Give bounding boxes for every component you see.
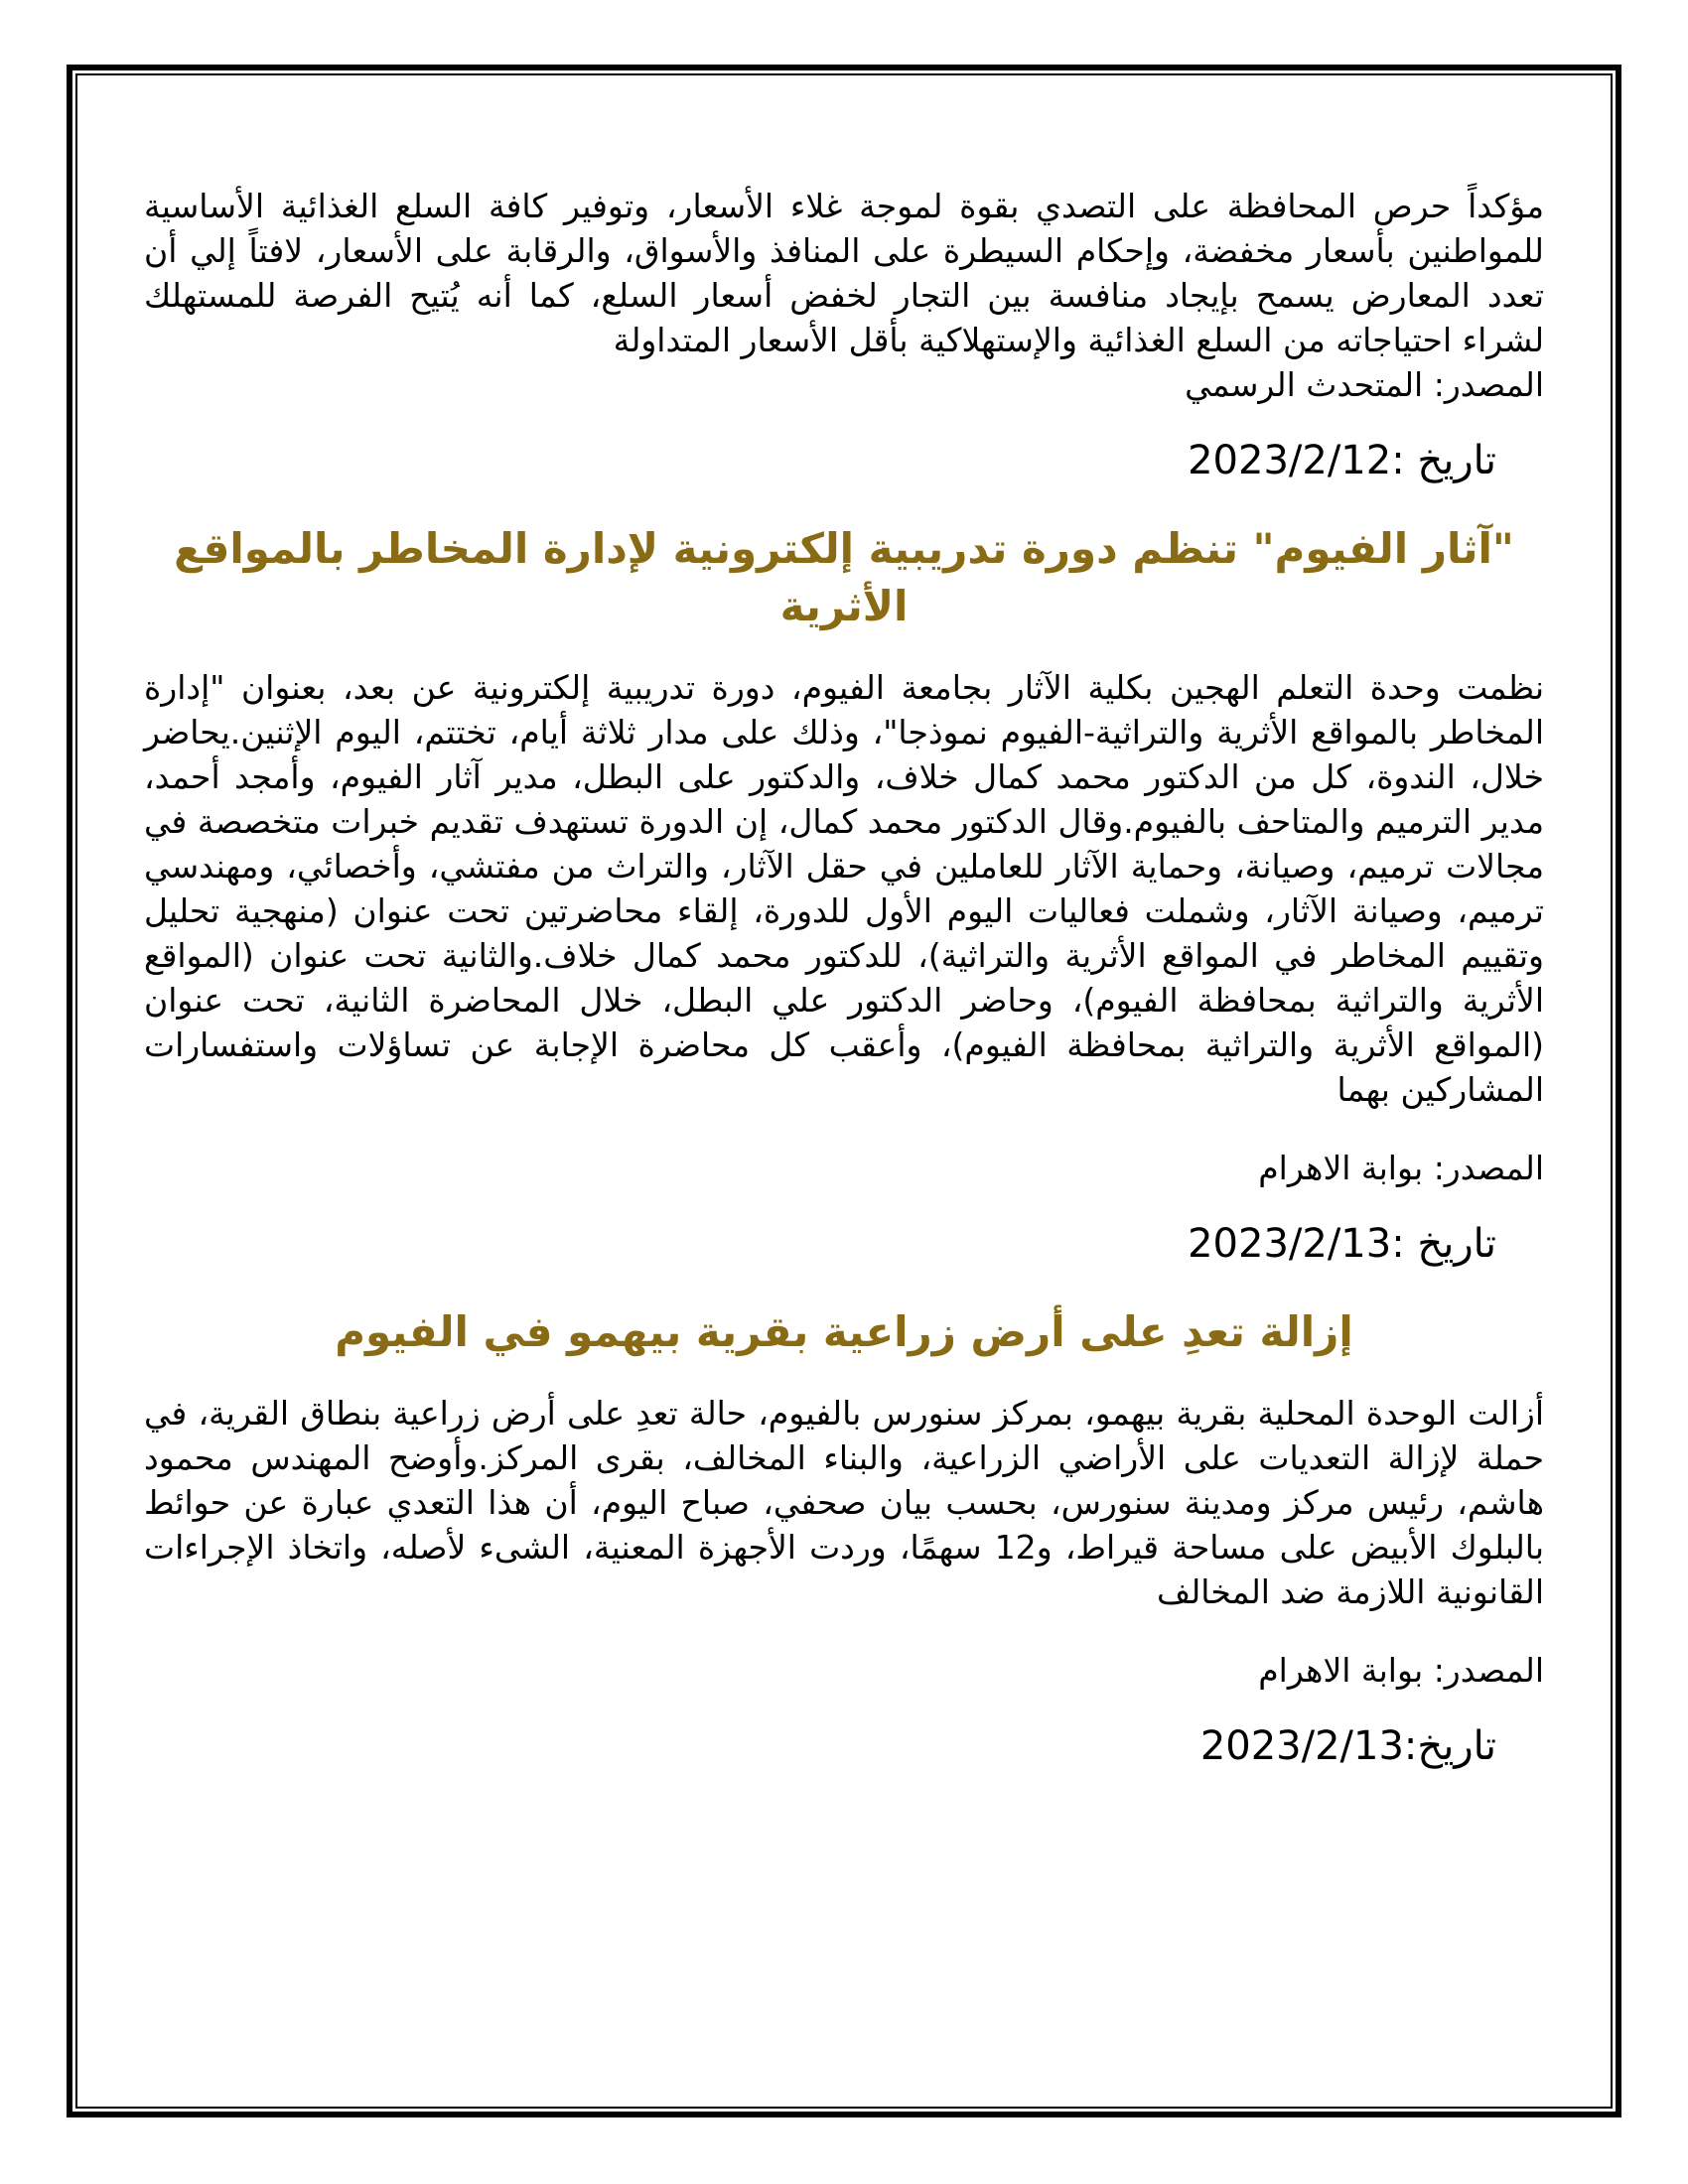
article-1-date: تاريخ :2023/2/12 <box>1188 438 1496 483</box>
article-2-body: نظمت وحدة التعلم الهجين بكلية الآثار بجامعة الفيوم، دورة تدريبية إلكترونية عن بعد، بعنوان "إدارة المخاطر بالمواقع الأثرية والتراثية-الفيوم نموذجا"، وذلك على مدار ثلاثة أيام، تختتم، اليوم الإثنين.يحاضر خلال، الندوة، كل من الدكتور محمد كمال خلاف، والدكتور على البطل، مدير آثار الفيوم، وأمجد أحمد، مدير الترميم والمتاحف بالفيوم.وقال الدكتور محمد كمال، إن الدورة تستهدف تقديم خبرات متخصصة في مجالات ترميم، وصيانة، وحماية الآثار للعاملين في حقل الآثار، والتراث من مفتشي، وأخصائي، ومهندسي ترميم، وصيانة الآثار، وشملت فعاليات اليوم الأول للدورة، إلقاء محاضرتين تحت عنوان (منهجية تحليل وتقييم المخاطر في المواقع الأثرية والتراثية)، للدكتور محمد كمال خلاف.والثانية تحت عنوان (المواقع الأثرية والتراثية بمحافظة الفيوم)، وحاضر الدكتور علي البطل، خلال المحاضرة الثانية، تحت عنوان (المواقع الأثرية والتراثية بمحافظة الفيوم)، وأعقب كل محاضرة الإجابة عن تساؤلات واستفسارات المشاركين بهما <box>144 668 1544 1109</box>
article-2-source: المصدر: بوابة الاهرام <box>1258 1149 1544 1187</box>
article-3-title: إزالة تعدِ على أرض زراعية بقرية بيهمو في الفيوم <box>335 1307 1353 1356</box>
document-content <box>144 184 1544 1796</box>
article-1-body: مؤكداً حرص المحافظة على التصدي بقوة لموجة غلاء الأسعار، وتوفير كافة السلع الغذائية الأساسية للمواطنين بأسعار مخفضة، وإحكام السيطرة على المنافذ والأسواق، والرقابة على الأسعار، لافتاً إلي أن تعدد المعارض يسمح بإيجاد منافسة بين التجار لخفض أسعار السلع، كما أنه يُتيح الفرصة للمستهلك لشراء احتياجاته من السلع الغذائية والإستهلاكية بأقل الأسعار المتداولة <box>144 187 1544 359</box>
article-3-body: أزالت الوحدة المحلية بقرية بيهمو، بمركز سنورس بالفيوم، حالة تعدِ على أرض زراعية بنطاق القرية، في حملة لإزالة التعديات على الأراضي الزراعية، والبناء المخالف، بقرى المركز.وأوضح المهندس محمود هاشم، رئيس مركز ومدينة سنورس، بحسب بيان صحفي، صباح اليوم، أن هذا التعدي عبارة عن حوائط بالبلوك الأبيض على مساحة قيراط، و12 سهمًا، وردت الأجهزة المعنية، الشىء لأصله، واتخاذ الإجراءات القانونية اللازمة ضد المخالف <box>144 1394 1544 1611</box>
article-3-date: تاريخ:2023/2/13 <box>1199 1723 1496 1769</box>
article-3-source: المصدر: بوابة الاهرام <box>1258 1651 1544 1690</box>
article-2-title: "آثار الفيوم" تنظم دورة تدريبية إلكترونية لإدارة المخاطر بالمواقع الأثرية <box>174 524 1514 630</box>
article-1-source: المصدر: المتحدث الرسمي <box>1185 365 1544 404</box>
article-2-date: تاريخ :2023/2/13 <box>1188 1221 1496 1267</box>
